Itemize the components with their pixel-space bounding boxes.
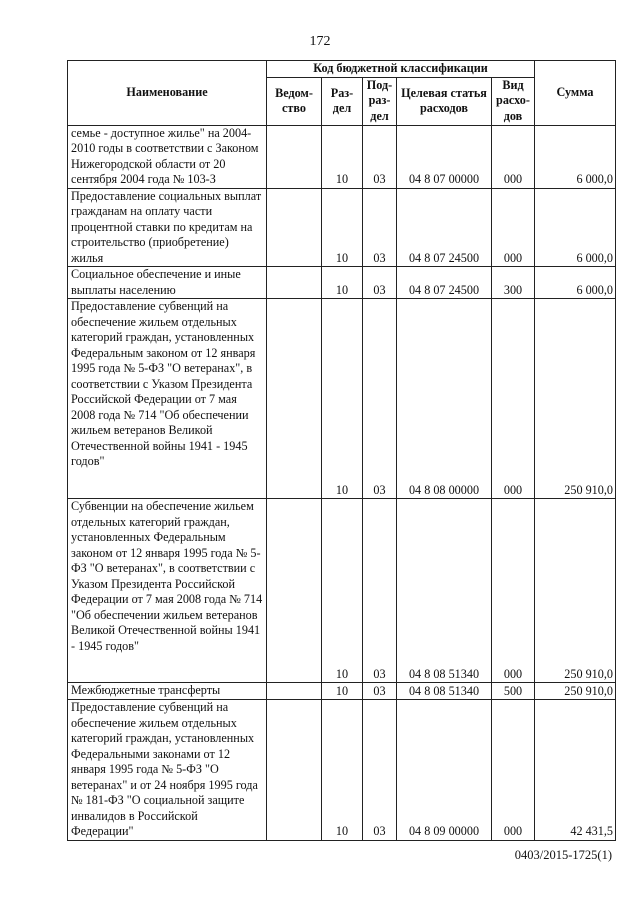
table-row: [68, 125, 616, 188]
row-vid: 000: [492, 188, 535, 267]
row-razdel: 10: [322, 683, 363, 700]
row-podrazdel: 03: [363, 683, 397, 700]
row-name: Предоставление социальных выплат гражданам на оплату части процентной ставки по кредитам на строительство (приобретение) жилья: [68, 188, 267, 267]
row-razdel: 10: [322, 188, 363, 267]
table-row: [68, 299, 616, 499]
row-vid: 300: [492, 267, 535, 299]
row-vid: 000: [492, 299, 535, 499]
row-tselevaya: 04 8 09 00000: [397, 700, 492, 841]
row-summa: 6 000,0: [535, 125, 616, 188]
row-name: Предоставление субвенций на обеспечение жильем отдельных категорий граждан, установленных Федеральными законами от 12 января 1995 года № 5-ФЗ "О ветеранах" и от 24 ноября 1995 года № 181-ФЗ "О социальной защите инвалидов в Российской Федерации": [68, 700, 267, 841]
row-ved: [267, 125, 322, 188]
header-podrazdel: Под-раз-дел: [363, 77, 397, 125]
row-vid: 500: [492, 683, 535, 700]
table-row: [68, 683, 616, 700]
table-row: [68, 499, 616, 683]
row-name: Предоставление субвенций на обеспечение жильем отдельных категорий граждан, установленных Федеральным законом от 12 января 1995 года № 5-ФЗ "О ветеранах", в соответствии с Указом Президента Российской Федерации от 7 мая 2008 года № 714 "Об обеспечении жильем ветеранов Великой Отечественной войны 1941 - 1945 годов": [68, 299, 267, 499]
row-name: семье - доступное жилье" на 2004-2010 годы в соответствии с Законом Нижегородской области от 20 сентября 2004 года № 103-З: [68, 125, 267, 188]
row-razdel: 10: [322, 499, 363, 683]
row-podrazdel: 03: [363, 299, 397, 499]
row-razdel: 10: [322, 267, 363, 299]
row-summa: 250 910,0: [535, 683, 616, 700]
row-ved: [267, 700, 322, 841]
row-tselevaya: 04 8 08 00000: [397, 299, 492, 499]
header-vedomstvo: Ведом-ство: [267, 77, 322, 125]
row-summa: 6 000,0: [535, 267, 616, 299]
header-razdel: Раз-дел: [322, 77, 363, 125]
row-vid: 000: [492, 125, 535, 188]
row-tselevaya: 04 8 08 51340: [397, 499, 492, 683]
row-tselevaya: 04 8 07 24500: [397, 267, 492, 299]
row-ved: [267, 299, 322, 499]
header-summa: Сумма: [535, 61, 616, 126]
row-podrazdel: 03: [363, 700, 397, 841]
row-name: Межбюджетные трансферты: [68, 683, 267, 700]
table-row: [68, 267, 616, 299]
row-tselevaya: 04 8 07 00000: [397, 125, 492, 188]
row-summa: 250 910,0: [535, 499, 616, 683]
row-podrazdel: 03: [363, 267, 397, 299]
budget-table: [67, 60, 616, 841]
header-code-group: Код бюджетной классификации: [267, 61, 535, 78]
row-vid: 000: [492, 700, 535, 841]
page-number: 172: [309, 34, 331, 49]
table-row: [68, 700, 616, 841]
header-vid: Вид расхо-дов: [492, 77, 535, 125]
row-razdel: 10: [322, 299, 363, 499]
document-code: 0403/2015-1725(1): [514, 848, 612, 862]
row-ved: [267, 188, 322, 267]
row-razdel: 10: [322, 125, 363, 188]
row-name: Социальное обеспечение и иные выплаты населению: [68, 267, 267, 299]
table-row: [68, 188, 616, 267]
row-podrazdel: 03: [363, 188, 397, 267]
row-razdel: 10: [322, 700, 363, 841]
row-name: Субвенции на обеспечение жильем отдельных категорий граждан, установленных Федеральным законом от 12 января 1995 года № 5-ФЗ "О ветеранах", в соответствии с Указом Президента Российской Федерации от 7 мая 2008 года № 714 "Об обеспечении жильем ветеранов Великой Отечественной войны 1941 - 1945 годов": [68, 499, 267, 683]
row-tselevaya: 04 8 07 24500: [397, 188, 492, 267]
row-ved: [267, 499, 322, 683]
row-vid: 000: [492, 499, 535, 683]
row-podrazdel: 03: [363, 499, 397, 683]
row-summa: 42 431,5: [535, 700, 616, 841]
row-summa: 250 910,0: [535, 299, 616, 499]
row-tselevaya: 04 8 08 51340: [397, 683, 492, 700]
row-ved: [267, 267, 322, 299]
row-ved: [267, 683, 322, 700]
row-summa: 6 000,0: [535, 188, 616, 267]
header-name: Наименование: [68, 61, 267, 126]
row-podrazdel: 03: [363, 125, 397, 188]
header-tselevaya: Целевая статья расходов: [397, 77, 492, 125]
